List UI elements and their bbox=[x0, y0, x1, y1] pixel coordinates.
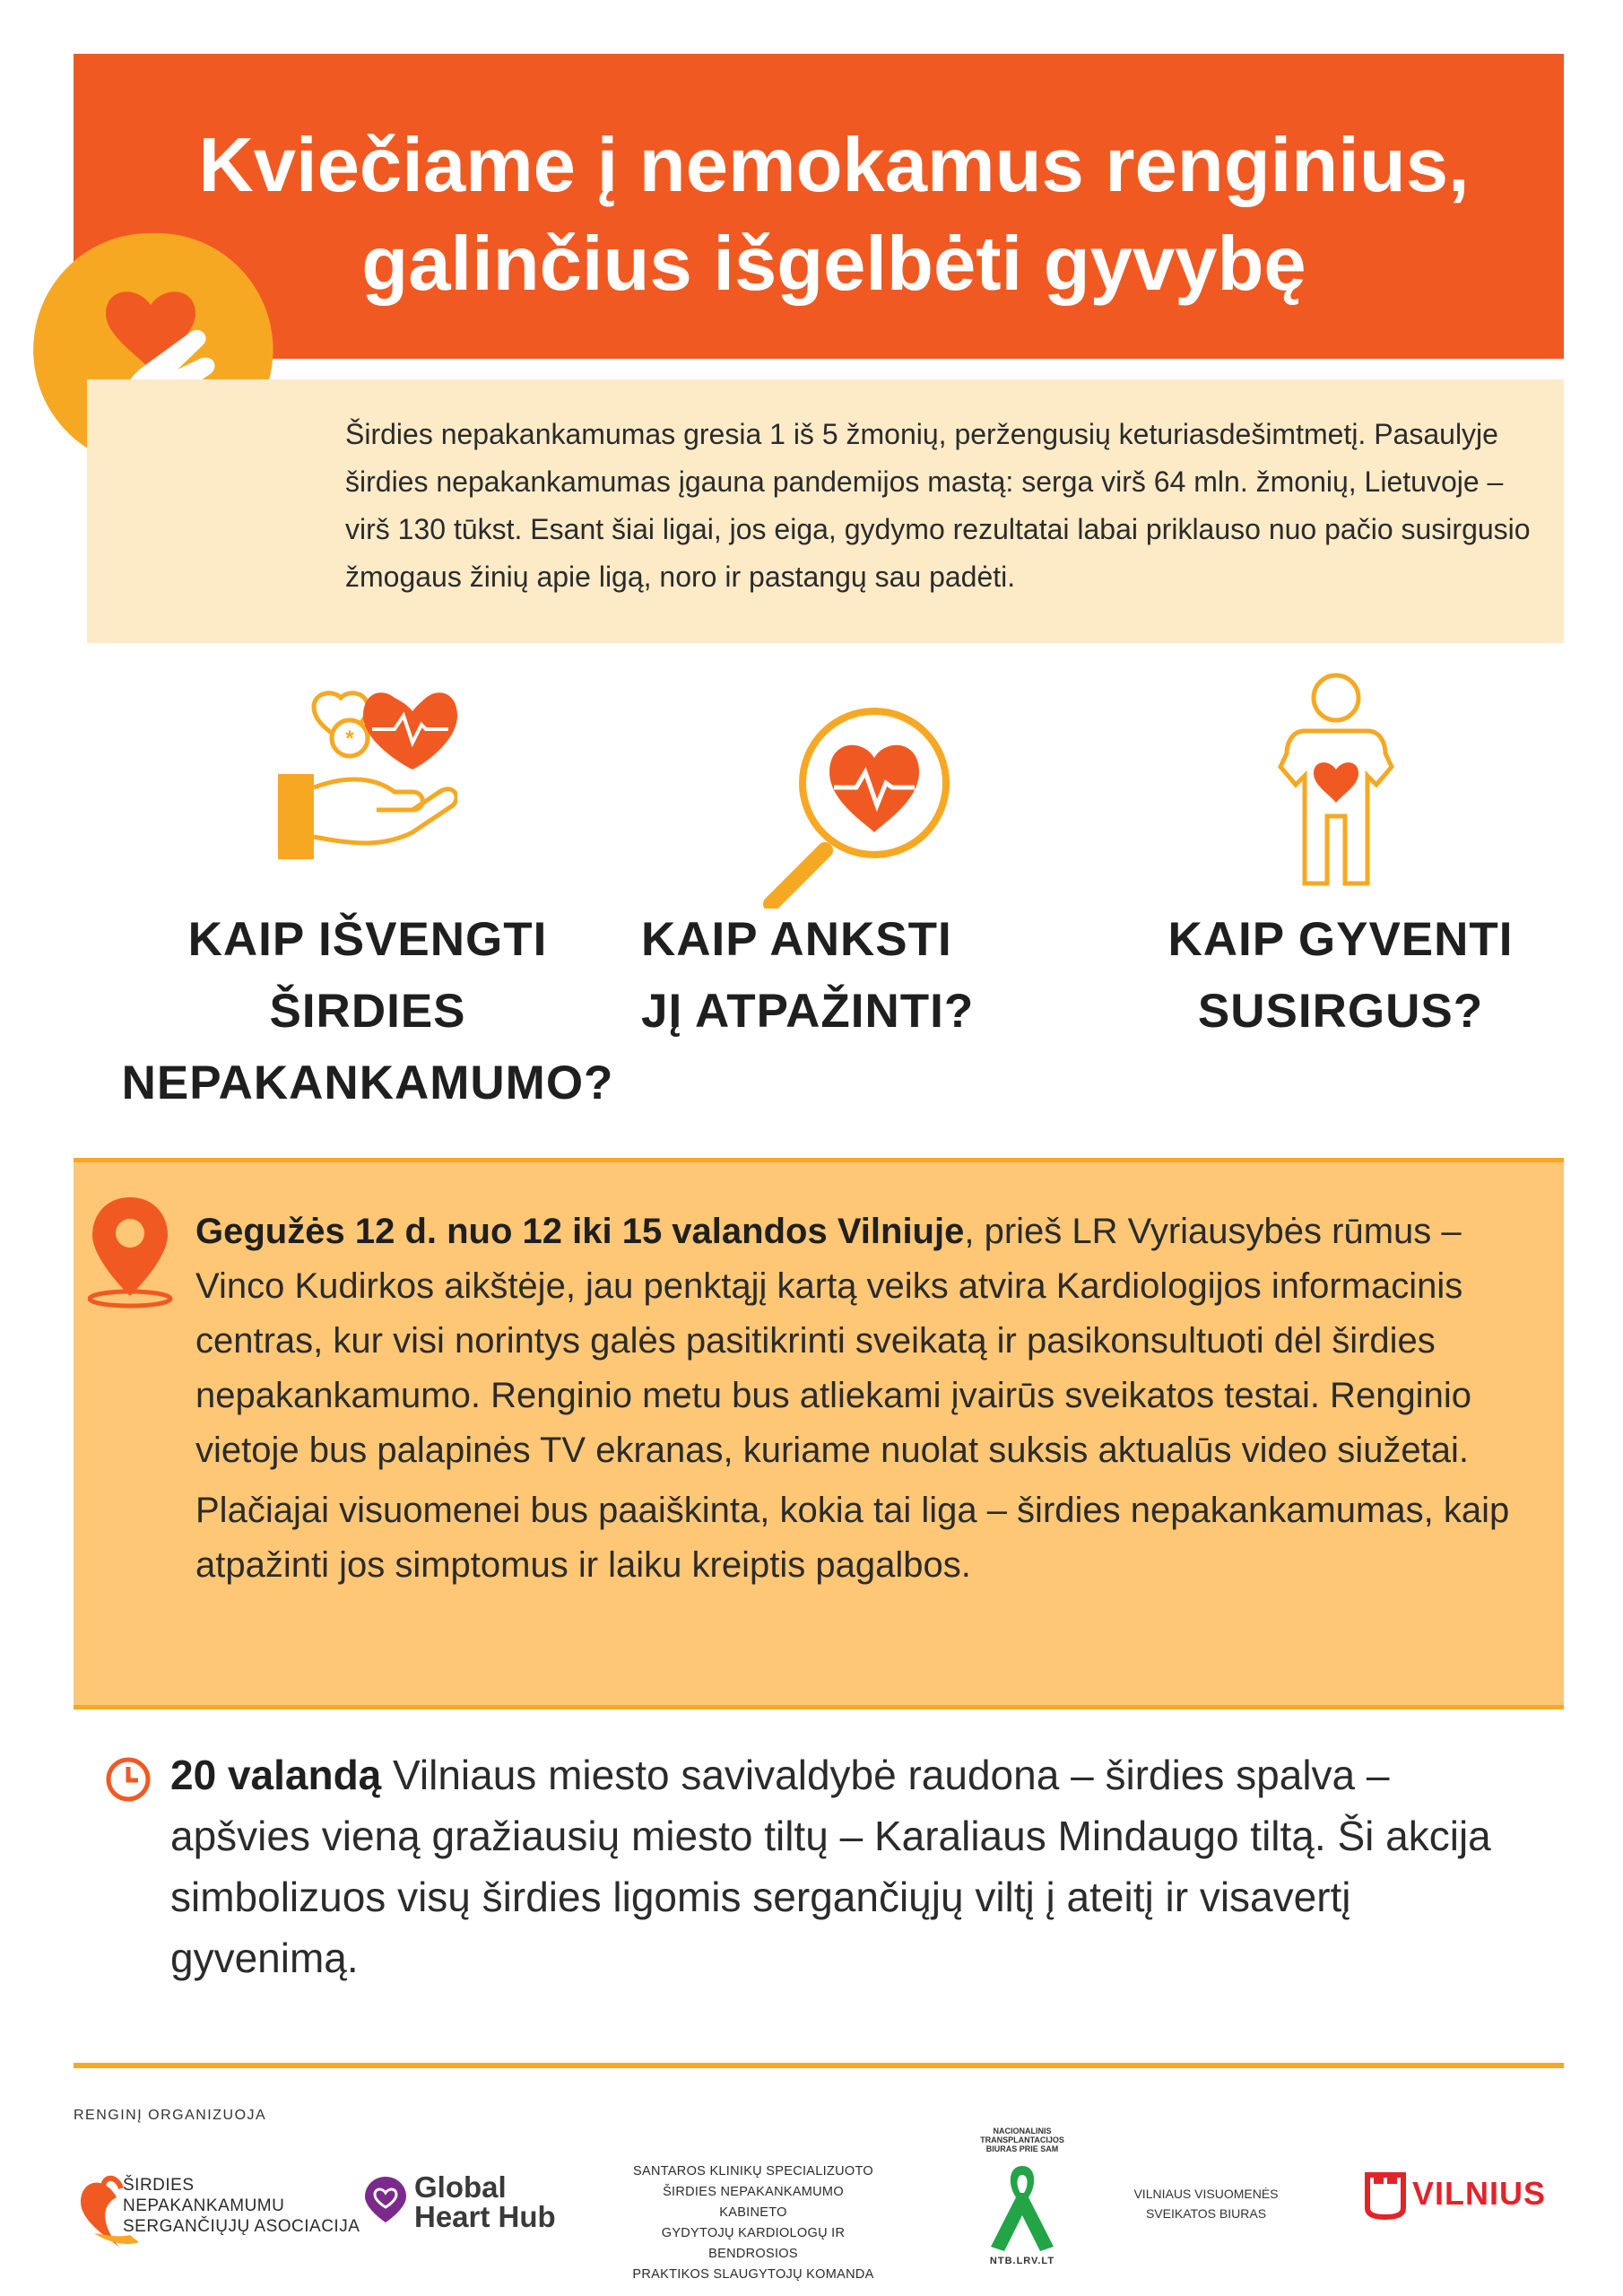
question-line: SUSIRGUS? bbox=[1197, 985, 1484, 1038]
hand-heart-icon bbox=[278, 689, 457, 864]
event-text: , prieš LR Vyriausybės rūmus – Vinco Kudirkos aikštėje, jau penktąjį kartą veiks atvira Kardiologijos informacinis centras, kur visi norintys galės pasitikrinti sveikatą ir pasikonsultuoti dėl širdies nepakankamumo. Renginio metu bus atliekami įvairūs sveikatos testai. Renginio vietoje bus palapinės TV ekranas, kuriame nuolat suksis aktualūs video siužetai. bbox=[195, 1212, 1471, 1470]
logo1-line: SERGANČIŲJŲ ASOCIACIJA bbox=[123, 2217, 360, 2236]
svg-text:*: * bbox=[345, 726, 354, 751]
logo3-line: PRAKTIKOS SLAUGYTOJŲ KOMANDA bbox=[632, 2267, 874, 2282]
title-line-1: Kviečiame į nemokamus renginius, bbox=[198, 123, 1470, 208]
footer-divider bbox=[74, 2063, 1564, 2068]
evening-time: 20 valandą bbox=[170, 1752, 382, 1798]
event-paragraph-1 bbox=[195, 1205, 1541, 1478]
santaros-team-text bbox=[628, 2161, 879, 2285]
logo1-line: ŠIRDIES bbox=[123, 2176, 195, 2195]
question-recognize bbox=[641, 904, 1045, 1048]
event-date-time: Gegužės 12 d. nuo 12 iki 15 valandos Vilniuje bbox=[195, 1212, 965, 1251]
vilnius-health-bureau-text bbox=[1107, 2184, 1305, 2223]
question-line: KAIP GYVENTI bbox=[1167, 913, 1514, 966]
question-line: ŠIRDIES bbox=[269, 985, 466, 1038]
location-pin-icon bbox=[88, 1193, 173, 1309]
logo5-line: SVEIKATOS BIURAS bbox=[1145, 2206, 1267, 2221]
question-live bbox=[1130, 904, 1551, 1048]
logo4-line: BIURAS PRIE SAM bbox=[985, 2144, 1059, 2153]
logo2-line: Global bbox=[414, 2170, 507, 2204]
question-prevent bbox=[99, 904, 637, 1119]
logo4-line: NACIONALINIS bbox=[993, 2126, 1052, 2135]
page-title bbox=[126, 117, 1542, 314]
intro-text: Širdies nepakankamumas gresia 1 iš 5 žmonių, peržengusių keturiasdešimtmetį. Pasaulyje širdies nepakankamumas įgauna pandemijos mastą: serga virš 64 mln. žmonių, Lietuvoje – virš 130 tūkst. Esant šiai ligai, jos eiga, gydymo rezultatai labai priklauso nuo pačio susirgusio žmogaus žinių apie ligą, noro ir pastangų sau padėti. bbox=[345, 418, 1531, 593]
event-paragraph-2: Plačiajai visuomenei bus paaiškinta, kokia tai liga – širdies nepakankamumas, kaip atpažinti jos simptomus ir laiku kreiptis pagalbos. bbox=[195, 1491, 1510, 1585]
organizers-label: RENGINĮ ORGANIZUOJA bbox=[74, 2108, 267, 2123]
event-description bbox=[195, 1205, 1541, 1593]
vilnius-logo-text: VILNIUS bbox=[1412, 2175, 1547, 2212]
logo2-line: Heart Hub bbox=[414, 2200, 556, 2233]
title-line-2: galinčius išgelbėti gyvybę bbox=[361, 222, 1306, 307]
global-heart-hub-logo-icon bbox=[363, 2175, 408, 2224]
logo5-line: VILNIAUS VISUOMENĖS bbox=[1133, 2187, 1279, 2201]
evening-description bbox=[170, 1744, 1497, 1988]
global-heart-hub-text bbox=[414, 2172, 556, 2231]
logo3-line: SANTAROS KLINIKŲ SPECIALIZUOTO bbox=[633, 2164, 873, 2179]
logo1-line: NEPAKANKAMUMU bbox=[123, 2196, 285, 2215]
question-line: JĮ ATPAŽINTI? bbox=[641, 985, 975, 1038]
magnifier-heart-icon bbox=[753, 702, 959, 909]
vilnius-tower-icon bbox=[1363, 2170, 1408, 2220]
logo3-line: ŠIRDIES NEPAKANKAMUMO KABINETO bbox=[663, 2185, 844, 2220]
clock-icon bbox=[105, 1756, 152, 1803]
question-line: KAIP IŠVENGTI bbox=[187, 913, 548, 966]
question-line: KAIP ANKSTI bbox=[641, 913, 952, 966]
logo4-line: TRANSPLANTACIJOS bbox=[980, 2135, 1064, 2144]
evening-text: Vilniaus miesto savivaldybė raudona – širdies spalva – apšvies vieną gražiausių miesto tiltų – Karaliaus Mindaugo tiltą. Ši akcija simbolizuos visų širdies ligomis sergančiųjų viltį į ateitį ir visavertį gyvenimą. bbox=[170, 1752, 1491, 1981]
question-line: NEPAKANKAMUMO? bbox=[121, 1057, 614, 1109]
ntb-url: NTB.LRV.LT bbox=[989, 2256, 1055, 2266]
logo1-text bbox=[123, 2175, 360, 2237]
logo3-line: GYDYTOJŲ KARDIOLOGŲ IR BENDROSIOS bbox=[661, 2226, 846, 2261]
person-heart-icon bbox=[1273, 673, 1399, 897]
